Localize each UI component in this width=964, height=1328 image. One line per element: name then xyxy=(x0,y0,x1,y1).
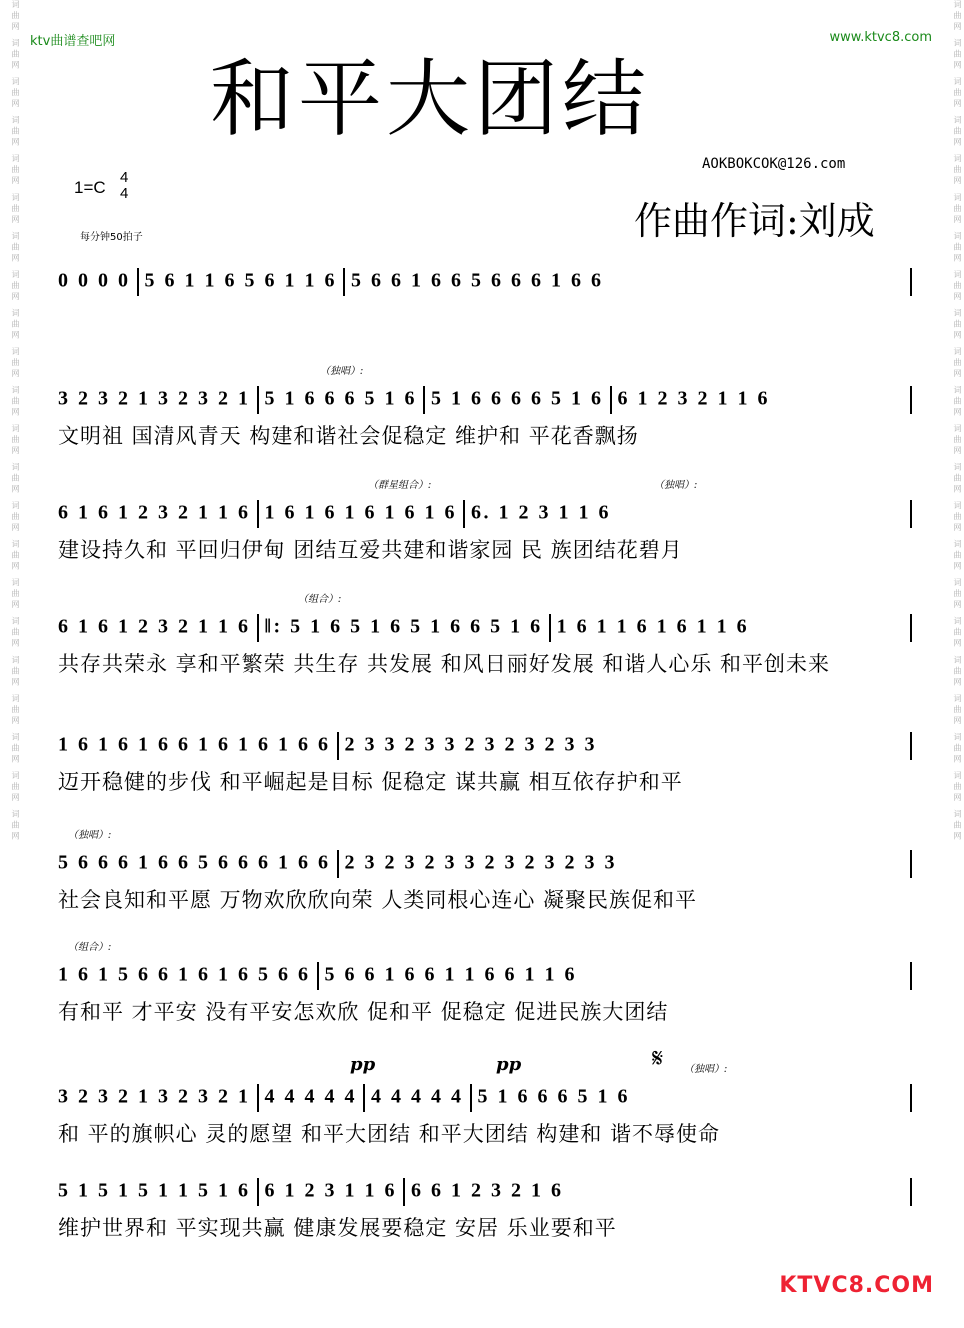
measure-notes: 5 1 5 1 5 1 1 5 1 6 xyxy=(58,1179,251,1202)
barline xyxy=(137,268,139,296)
end-barline xyxy=(910,500,912,528)
end-barline xyxy=(910,386,912,414)
contact-email: AOKBOKCOK@126.com xyxy=(702,156,846,172)
measure-notes: 5 6 6 6 1 6 6 5 6 6 6 1 6 6 xyxy=(58,851,331,874)
lyric-line: 维护世界和 平实现共赢 健康发展要稳定 安居 乐业要和平 xyxy=(58,1216,617,1240)
measure-notes: 3 2 3 2 1 3 2 3 2 1 xyxy=(58,387,251,410)
barline xyxy=(423,386,425,414)
barline xyxy=(363,1084,365,1112)
performance-mark: （独唱）: xyxy=(68,830,112,841)
measure-notes: 5 1 6 6 6 6 5 1 6 xyxy=(431,387,604,410)
site-url-right[interactable]: www.ktvc8.com xyxy=(829,30,932,45)
lyric-line: 迈开稳健的步伐 和平崛起是目标 促稳定 谋共赢 相互依存护和平 xyxy=(58,770,683,794)
measure-notes: 5 6 1 1 6 5 6 1 1 6 xyxy=(144,269,337,292)
note-line xyxy=(58,1084,908,1112)
site-label-left[interactable]: ktv曲谱查吧网 xyxy=(30,34,116,49)
dynamic-marking: pp xyxy=(496,1054,522,1075)
barline xyxy=(549,614,551,642)
measure-notes: ‖: 5 1 6 5 1 6 5 1 6 6 5 1 6 xyxy=(264,615,543,638)
key-signature: 1=C xyxy=(74,178,106,197)
lyric-line: 社会良知和平愿 万物欢欣欣向荣 人类同根心连心 凝聚民族促和平 xyxy=(58,888,698,912)
measure-notes: 6 1 6 1 2 3 2 1 1 6 xyxy=(58,501,251,524)
barline xyxy=(470,1084,472,1112)
measure-notes: 2 3 3 2 3 3 2 3 2 3 2 3 3 xyxy=(344,733,597,756)
measure-notes: 3 2 3 2 1 3 2 3 2 1 xyxy=(58,1085,251,1108)
measure-notes: 6 1 2 3 1 1 6 xyxy=(264,1179,397,1202)
end-barline xyxy=(910,962,912,990)
measure-notes: 1 6 1 6 1 6 1 6 1 6 xyxy=(264,501,457,524)
note-line xyxy=(58,732,908,760)
barline xyxy=(257,614,259,642)
lyric-line: 建设持久和 平回归伊甸 团结互爱共建和谐家园 民 族团结花碧月 xyxy=(58,538,683,562)
time-signature xyxy=(120,170,128,202)
barline xyxy=(610,386,612,414)
performance-mark: （组合）: xyxy=(298,594,342,605)
note-line xyxy=(58,850,908,878)
barline xyxy=(317,962,319,990)
composer-credit: 作曲作词:刘成 xyxy=(634,199,875,243)
note-line xyxy=(58,386,908,414)
measure-notes: 0 0 0 0 xyxy=(58,269,131,292)
watermark-right-edge: 词曲网 词曲网 词曲网 词曲网 词曲网 词曲网 词曲网 词曲网 词曲网 词曲网 词曲网 词曲网 词曲网 词曲网 词曲网 词曲网 词曲网 词曲网 词曲网 词曲网 词曲网 词曲网 xyxy=(953,0,962,843)
end-barline xyxy=(910,850,912,878)
time-signature-top: 4 xyxy=(120,169,129,186)
measure-notes: 1 6 1 6 1 6 6 1 6 1 6 1 6 6 xyxy=(58,733,331,756)
time-signature-bottom: 4 xyxy=(120,185,129,202)
measure-notes: 1 6 1 1 6 1 6 1 1 6 xyxy=(556,615,750,638)
note-line xyxy=(58,1178,908,1206)
barline xyxy=(257,1084,259,1112)
barline xyxy=(403,1178,405,1206)
measure-notes: 6. 1 2 3 1 1 6 xyxy=(471,501,611,524)
note-line xyxy=(58,962,908,990)
tempo-marking: 每分钟50拍子 xyxy=(80,232,143,243)
measure-notes: 6 1 6 1 2 3 2 1 1 6 xyxy=(58,615,251,638)
barline xyxy=(337,850,339,878)
lyric-line: 共存共荣永 享和平繁荣 共生存 共发展 和风日丽好发展 和谐人心乐 和平创未来 xyxy=(58,652,831,676)
end-barline xyxy=(910,1178,912,1206)
barline xyxy=(337,732,339,760)
song-title: 和平大团结 xyxy=(210,50,651,148)
barline xyxy=(463,500,465,528)
segno-sign: 𝄋 xyxy=(652,1044,664,1074)
measure-notes: 4 4 4 4 4 xyxy=(371,1085,464,1108)
barline xyxy=(257,386,259,414)
lyric-line: 有和平 才平安 没有平安怎欢欣 促和平 促稳定 促进民族大团结 xyxy=(58,1000,669,1024)
lyric-line: 和 平的旗帜心 灵的愿望 和平大团结 和平大团结 构建和 谐不辱使命 xyxy=(58,1122,721,1146)
note-line xyxy=(58,614,908,642)
barline xyxy=(257,500,259,528)
note-line xyxy=(58,500,908,528)
measure-notes: 5 1 6 6 6 5 1 6 xyxy=(264,387,417,410)
performance-mark: （组合）: xyxy=(68,942,112,953)
barline xyxy=(257,1178,259,1206)
performance-mark: （独唱）: xyxy=(320,366,364,377)
end-barline xyxy=(910,1084,912,1112)
end-barline xyxy=(910,268,912,296)
measure-notes: 5 1 6 6 6 5 1 6 xyxy=(477,1085,630,1108)
measure-notes: 4 4 4 4 4 xyxy=(264,1085,357,1108)
performance-mark: （群星组合）: xyxy=(368,480,432,491)
measure-notes: 5 6 6 1 6 6 5 6 6 6 1 6 6 xyxy=(351,269,604,292)
site-logo: KTVC8.COM xyxy=(779,1273,934,1298)
measure-notes: 6 6 1 2 3 2 1 6 xyxy=(411,1179,564,1202)
watermark-left-edge: 词曲网 词曲网 词曲网 词曲网 词曲网 词曲网 词曲网 词曲网 词曲网 词曲网 词曲网 词曲网 词曲网 词曲网 词曲网 词曲网 词曲网 词曲网 词曲网 词曲网 词曲网 词曲网 xyxy=(11,0,20,843)
note-line xyxy=(58,268,908,296)
dynamic-marking: pp xyxy=(350,1054,376,1075)
measure-notes: 5 6 6 1 6 6 1 1 6 6 1 1 6 xyxy=(324,963,577,986)
measure-notes: 2 3 2 3 2 3 3 2 3 2 3 2 3 3 xyxy=(344,851,617,874)
performance-mark: （独唱）: xyxy=(684,1064,728,1075)
performance-mark: （独唱）: xyxy=(654,480,698,491)
measure-notes: 6 1 2 3 2 1 1 6 xyxy=(617,387,770,410)
lyric-line: 文明祖 国清风青天 构建和谐社会促稳定 维护和 平花香飘扬 xyxy=(58,424,639,448)
end-barline xyxy=(910,732,912,760)
measure-notes: 1 6 1 5 6 6 1 6 1 6 5 6 6 xyxy=(58,963,311,986)
barline xyxy=(343,268,345,296)
end-barline xyxy=(910,614,912,642)
